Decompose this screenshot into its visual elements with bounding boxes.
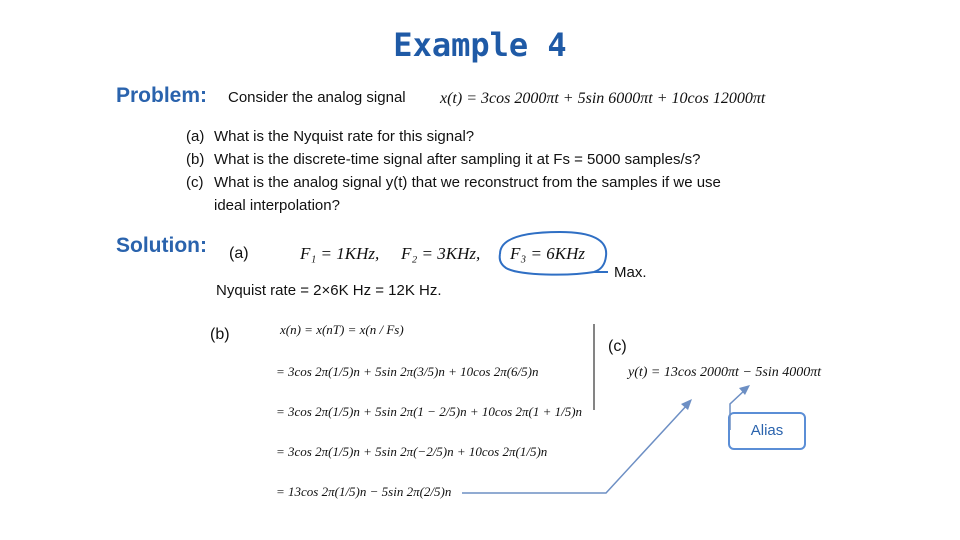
problem-intro: Consider the analog signal xyxy=(228,89,406,106)
f2-value: F₂ = 3KHz, xyxy=(401,244,481,263)
equation-line: = 3cos 2π(1/5)n + 5sin 2π(1 − 2/5)n + 10cos 2π(1 + 1/5)n xyxy=(276,404,583,419)
solution-heading: Solution: xyxy=(116,234,207,257)
problem-item: (c) What is the analog signal y(t) that we reconstruct from the samples if we use xyxy=(186,174,721,191)
f1-value: F₁ = 1KHz, xyxy=(300,244,380,263)
equation-line: = 13cos 2π(1/5)n − 5sin 2π(2/5)n xyxy=(276,484,452,499)
equation-line: = 3cos 2π(1/5)n + 5sin 2π(−2/5)n + 10cos 2π(1/5)n xyxy=(276,444,548,459)
part-c-label: (c) xyxy=(608,338,627,355)
f3-value: F₃ = 6KHz xyxy=(510,244,585,263)
part-b-label: (b) xyxy=(210,326,230,343)
max-note: Max. xyxy=(614,264,647,281)
result-arrow xyxy=(462,404,688,493)
yt-result: y(t) = 13cos 2000πt − 5sin 4000πt xyxy=(628,365,822,380)
f3-highlight-bubble-lower xyxy=(500,254,594,275)
problem-item: (b) What is the discrete-time signal after sampling it at Fs = 5000 samples/s? xyxy=(186,151,701,168)
f3-highlight-bubble xyxy=(500,232,608,272)
equation-line: x(n) = x(nT) = x(n / Fs) xyxy=(280,322,404,337)
slide-title: Example 4 xyxy=(393,26,567,64)
problem-heading: Problem: xyxy=(116,84,208,107)
equation-line: = 3cos 2π(1/5)n + 5sin 2π(3/5)n + 10cos 2π(6/5)n xyxy=(276,364,539,379)
problem-item: ideal interpolation? xyxy=(214,197,340,214)
part-a-label: (a) xyxy=(229,245,249,262)
alias-pointer xyxy=(730,389,746,430)
alias-box: Alias xyxy=(728,412,806,450)
signal-equation: x(t) = 3cos 2000πt + 5sin 6000πt + 10cos 12000πt xyxy=(440,90,766,107)
problem-item: (a) What is the Nyquist rate for this signal? xyxy=(186,128,475,145)
result-arrow-head xyxy=(681,399,692,410)
nyquist-rate: Nyquist rate = 2×6K Hz = 12K Hz. xyxy=(216,282,442,299)
